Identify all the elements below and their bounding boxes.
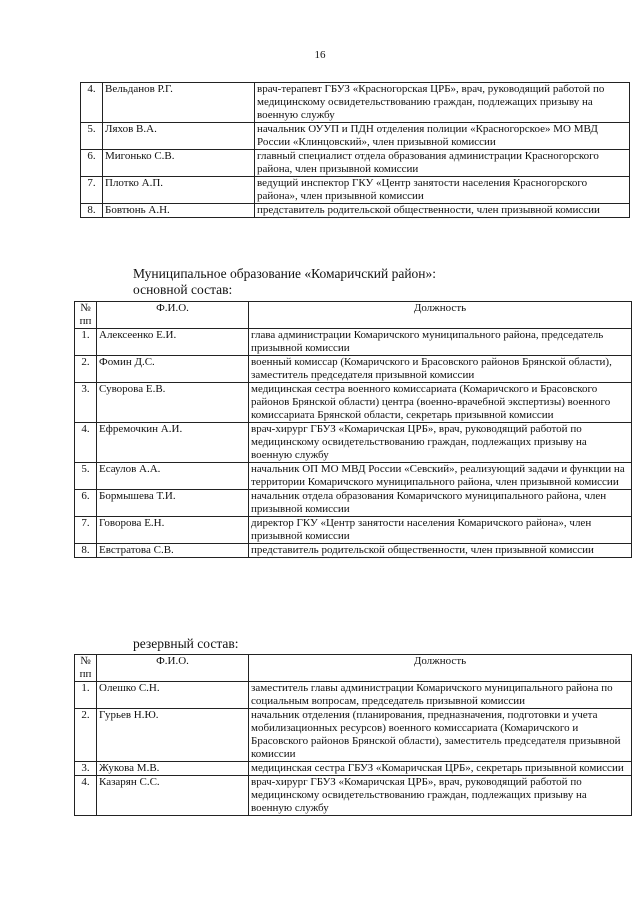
member-name: Фомин Д.С. bbox=[97, 356, 249, 383]
section-heading-reserve bbox=[133, 636, 239, 652]
table-row bbox=[75, 463, 632, 490]
row-number: 1. bbox=[75, 682, 97, 709]
row-number: 4. bbox=[75, 423, 97, 463]
row-number: 5. bbox=[75, 463, 97, 490]
member-name: Казарян С.С. bbox=[97, 776, 249, 816]
row-number: 4. bbox=[75, 776, 97, 816]
member-name: Ефремочкин А.И. bbox=[97, 423, 249, 463]
table-row bbox=[81, 83, 630, 123]
member-name: Вельданов Р.Г. bbox=[103, 83, 255, 123]
member-position: врач-терапевт ГБУЗ «Красногорская ЦРБ», врач, руководящий работой по медицинскому освидетельствованию граждан, подлежащих призыву на военную службу bbox=[255, 83, 630, 123]
member-position: врач-хирург ГБУЗ «Комаричская ЦРБ», врач, руководящий работой по медицинскому освидетельствованию граждан, подлежащих призыву на военную службу bbox=[249, 423, 632, 463]
table-row bbox=[81, 150, 630, 177]
row-number: 2. bbox=[75, 356, 97, 383]
commission-table-continued bbox=[80, 82, 630, 218]
member-name: Говорова Е.Н. bbox=[97, 517, 249, 544]
member-name: Ляхов В.А. bbox=[103, 123, 255, 150]
member-position: представитель родительской общественности, член призывной комиссии bbox=[249, 544, 632, 558]
table-row bbox=[75, 517, 632, 544]
row-number: 3. bbox=[75, 762, 97, 776]
header-role: Должность bbox=[249, 302, 632, 329]
row-number: 4. bbox=[81, 83, 103, 123]
row-number: 2. bbox=[75, 709, 97, 762]
member-name: Алексеенко Е.И. bbox=[97, 329, 249, 356]
table-row bbox=[81, 123, 630, 150]
member-position: главный специалист отдела образования администрации Красногорского района, член призывной комиссии bbox=[255, 150, 630, 177]
member-position: медицинская сестра военного комиссариата (Комаричского и Брасовского районов Брянской области) центра (военно-врачебной экспертизы) военного комиссариата Брянской области, секретарь призывной комиссии bbox=[249, 383, 632, 423]
member-position: военный комиссар (Комаричского и Брасовского районов Брянской области), заместитель председателя призывной комиссии bbox=[249, 356, 632, 383]
row-number: 7. bbox=[81, 177, 103, 204]
row-number: 8. bbox=[81, 204, 103, 218]
row-number: 6. bbox=[75, 490, 97, 517]
table-header-row bbox=[75, 302, 632, 329]
main-composition-label: основной состав: bbox=[133, 282, 233, 297]
header-number: № пп bbox=[75, 655, 97, 682]
table-header-row bbox=[75, 655, 632, 682]
member-name: Евстратова С.В. bbox=[97, 544, 249, 558]
member-name: Бормышева Т.И. bbox=[97, 490, 249, 517]
table-row bbox=[75, 423, 632, 463]
member-position: ведущий инспектор ГКУ «Центр занятости населения Красногорского района», член призывной комиссии bbox=[255, 177, 630, 204]
member-name: Бовтюнь А.Н. bbox=[103, 204, 255, 218]
table-row bbox=[75, 762, 632, 776]
member-position: начальник отделения (планирования, предназначения, подготовки и учета мобилизационных ресурсов) военного комиссариата (Комаричского и Брасовского районов Брянской области), заместитель председателя призывной комиссии bbox=[249, 709, 632, 762]
table-row bbox=[75, 682, 632, 709]
header-name: Ф.И.О. bbox=[97, 655, 249, 682]
table-row bbox=[75, 329, 632, 356]
table-row bbox=[75, 709, 632, 762]
member-position: начальник отдела образования Комаричского муниципального района, член призывной комиссии bbox=[249, 490, 632, 517]
table-row bbox=[75, 383, 632, 423]
row-number: 5. bbox=[81, 123, 103, 150]
member-position: начальник ОУУП и ПДН отделения полиции «Красногорское» МО МВД России «Клинцовский», член призывной комиссии bbox=[255, 123, 630, 150]
municipality-title: Муниципальное образование «Комаричский район»: bbox=[133, 266, 437, 281]
section-heading-main bbox=[133, 266, 436, 298]
row-number: 3. bbox=[75, 383, 97, 423]
member-name: Суворова Е.В. bbox=[97, 383, 249, 423]
member-name: Гурьев Н.Ю. bbox=[97, 709, 249, 762]
member-position: врач-хирург ГБУЗ «Комаричская ЦРБ», врач, руководящий работой по медицинскому освидетельствованию граждан, подлежащих призыву на военную службу bbox=[249, 776, 632, 816]
member-position: глава администрации Комаричского муниципального района, председатель призывной комиссии bbox=[249, 329, 632, 356]
header-name: Ф.И.О. bbox=[97, 302, 249, 329]
member-name: Мигонько С.В. bbox=[103, 150, 255, 177]
member-name: Жукова М.В. bbox=[97, 762, 249, 776]
member-name: Олешко С.Н. bbox=[97, 682, 249, 709]
row-number: 8. bbox=[75, 544, 97, 558]
table-row bbox=[81, 204, 630, 218]
header-role: Должность bbox=[249, 655, 632, 682]
row-number: 7. bbox=[75, 517, 97, 544]
page-number: 16 bbox=[314, 49, 326, 61]
table-row bbox=[75, 776, 632, 816]
reserve-composition-label: резервный состав: bbox=[133, 636, 239, 651]
member-position: начальник ОП МО МВД России «Севский», реализующий задачи и функции на территории Комаричского муниципального района, член призывной комиссии bbox=[249, 463, 632, 490]
member-name: Есаулов А.А. bbox=[97, 463, 249, 490]
member-position: представитель родительской общественности, член призывной комиссии bbox=[255, 204, 630, 218]
member-position: медицинская сестра ГБУЗ «Комаричская ЦРБ», секретарь призывной комиссии bbox=[249, 762, 632, 776]
table-row bbox=[75, 544, 632, 558]
member-name: Плотко А.П. bbox=[103, 177, 255, 204]
table-row bbox=[75, 356, 632, 383]
member-position: заместитель главы администрации Комаричского муниципального района по социальным вопросам, председатель призывной комиссии bbox=[249, 682, 632, 709]
header-number: № пп bbox=[75, 302, 97, 329]
reserve-composition-table bbox=[74, 654, 632, 816]
row-number: 6. bbox=[81, 150, 103, 177]
table-row bbox=[75, 490, 632, 517]
row-number: 1. bbox=[75, 329, 97, 356]
member-position: директор ГКУ «Центр занятости населения Комаричского района», член призывной комиссии bbox=[249, 517, 632, 544]
table-row bbox=[81, 177, 630, 204]
main-composition-table bbox=[74, 301, 632, 558]
